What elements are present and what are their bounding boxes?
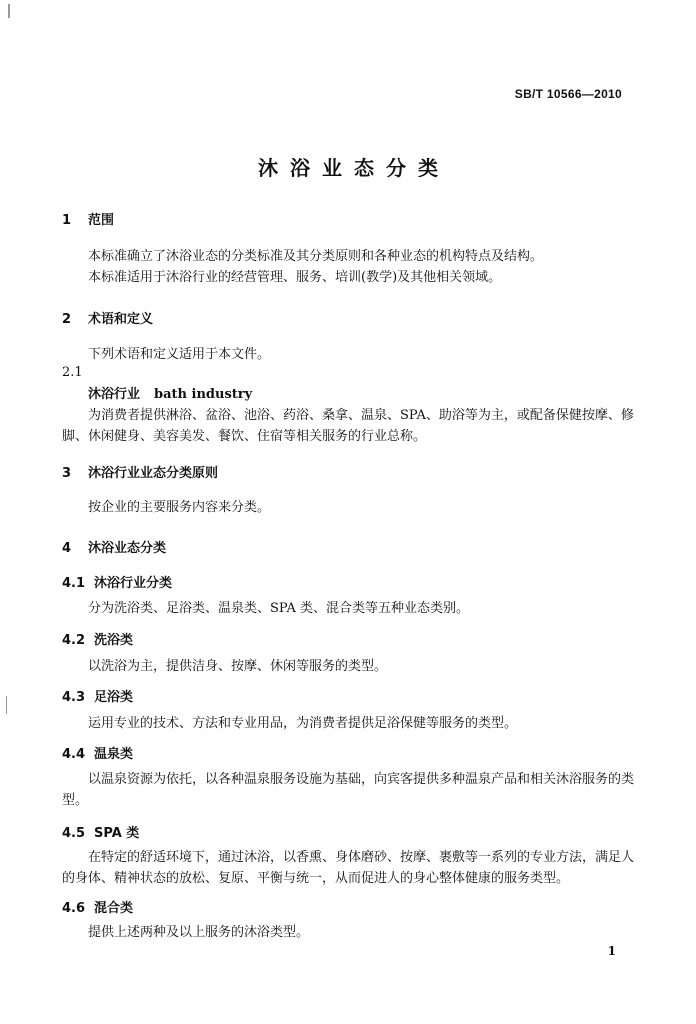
section-number: 4 — [62, 541, 72, 556]
section-2-heading — [62, 308, 153, 327]
section-number: 4.5 — [62, 826, 86, 841]
section-2-paragraph-1: 下列术语和定义适用于本文件。 — [88, 347, 271, 362]
section-title: 沐浴行业分类 — [94, 576, 173, 591]
section-1-paragraph-1: 本标准确立了沐浴业态的分类标准及其分类原则和各种业态的机构特点及结构。 — [88, 249, 544, 264]
section-1-paragraph-2: 本标准适用于沐浴行业的经营管理、服务、培训(教学)及其他相关领域。 — [88, 270, 502, 285]
term-entry — [62, 384, 634, 405]
section-4-4-paragraph: 以温泉资源为依托，以各种温泉服务设施为基础，向宾客提供多种温泉产品和相关沐浴服务的类型。 — [62, 772, 635, 808]
section-4-2-heading — [62, 629, 133, 648]
section-4-6-heading — [62, 897, 133, 916]
section-4-3-heading — [62, 686, 133, 705]
section-4-5-heading — [62, 822, 139, 841]
term-english: bath industry — [154, 387, 253, 402]
section-4-3-paragraph: 运用专业的技术、方法和专业用品，为消费者提供足浴保健等服务的类型。 — [88, 716, 518, 731]
section-title: SPA 类 — [94, 826, 140, 841]
section-1-heading — [62, 209, 114, 228]
scan-edge-mark — [6, 696, 7, 714]
section-title: 范围 — [88, 213, 115, 228]
section-4-6-paragraph: 提供上述两种及以上服务的沐浴类型。 — [88, 925, 310, 940]
standard-code: SB/T 10566—2010 — [514, 87, 622, 101]
section-4-heading — [62, 537, 166, 556]
section-title: 混合类 — [94, 901, 134, 916]
section-4-5-paragraph: 在特定的舒适环境下，通过沐浴，以香熏、身体磨砂、按摩、裹敷等一系列的专业方法，满足人的身体、精神状态的放松、复原、平衡与统一，从而促进人的身心整体健康的服务类型。 — [62, 850, 635, 886]
section-number: 4.1 — [62, 576, 86, 591]
section-number: 4.4 — [62, 747, 86, 762]
section-number: 4.2 — [62, 633, 86, 648]
section-number: 4.3 — [62, 690, 86, 705]
section-title: 沐浴行业业态分类原则 — [88, 466, 219, 481]
section-4-1-paragraph: 分为洗浴类、足浴类、温泉类、SPA 类、混合类等五种业态类别。 — [88, 601, 469, 616]
section-2-1-number: 2.1 — [62, 365, 83, 380]
section-4-1-heading — [62, 572, 172, 591]
section-number: 4.6 — [62, 901, 86, 916]
section-4-2-paragraph: 以洗浴为主，提供洁身、按摩、休闲等服务的类型。 — [88, 659, 388, 674]
section-number: 1 — [62, 213, 72, 228]
section-title: 足浴类 — [94, 690, 134, 705]
section-4-4-heading — [62, 743, 133, 762]
term-chinese: 沐浴行业 — [88, 387, 141, 402]
section-title: 洗浴类 — [94, 633, 134, 648]
section-title: 术语和定义 — [88, 312, 154, 327]
scan-edge-mark — [8, 4, 10, 18]
section-number: 3 — [62, 466, 72, 481]
document-title: 沐浴业态分类 — [258, 156, 450, 180]
page-number: 1 — [607, 944, 616, 958]
section-3-heading — [62, 462, 218, 481]
section-title: 温泉类 — [94, 747, 134, 762]
section-3-paragraph-1: 按企业的主要服务内容来分类。 — [88, 500, 271, 515]
section-title: 沐浴业态分类 — [88, 541, 167, 556]
section-number: 2 — [62, 312, 72, 327]
term-definition: 为消费者提供淋浴、盆浴、池浴、药浴、桑拿、温泉、SPA、助浴等为主，或配备保健按摩、修脚、休闲健身、美容美发、餐饮、住宿等相关服务的行业总称。 — [62, 408, 634, 444]
